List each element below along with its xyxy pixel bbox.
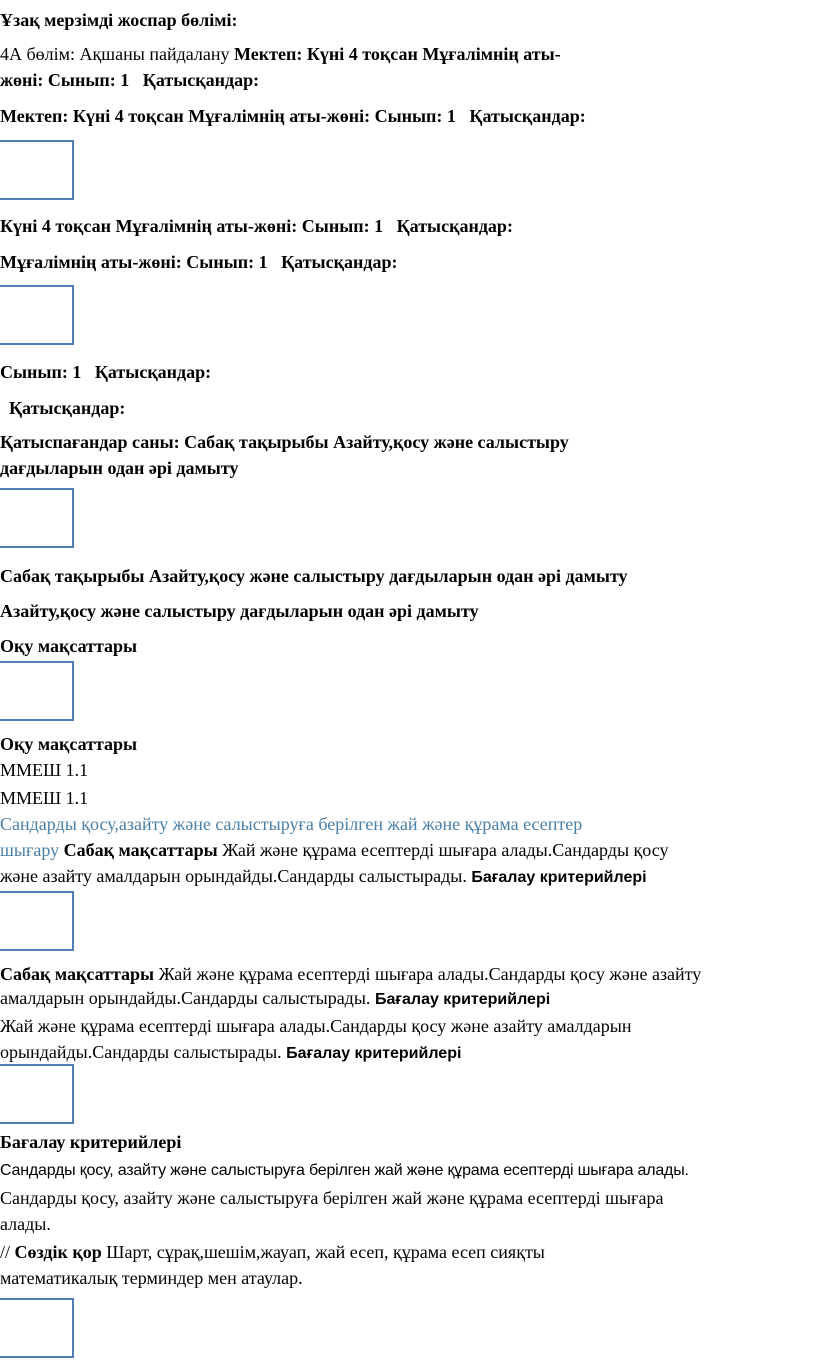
lesson-topic-label: Сабақ тақырыбы bbox=[184, 432, 329, 452]
learning-objectives-label: Оқу мақсаттары bbox=[0, 734, 138, 754]
topic-text: Азайту,қосу және салыстыру дағдыларын одан әрі дамыту bbox=[0, 601, 479, 621]
learning-objectives-line bbox=[0, 634, 816, 659]
empty-cell-box bbox=[0, 1298, 74, 1358]
lesson-objectives-label: Сабақ мақсаттары bbox=[63, 840, 218, 860]
criteria-line-3 bbox=[0, 1212, 816, 1236]
heading-text: Ұзақ мерзімді жоспар бөлімі: bbox=[0, 10, 238, 30]
class-label: Сынып: 1 bbox=[186, 252, 268, 272]
lesson-objectives-text-part2: орындайды.Сандарды салыстырады. bbox=[0, 1042, 282, 1062]
teacher-label: Мұғалімнің аты-жөні: bbox=[115, 216, 298, 236]
teacher-label: Мұғалімнің аты-жөні: bbox=[0, 252, 182, 272]
lesson-objectives-text-part1: Жай және құрама есептерді шығара алады.Сандарды қосу bbox=[222, 840, 669, 860]
lesson-objectives-line-4 bbox=[0, 1040, 816, 1066]
absent-line-1 bbox=[0, 430, 816, 455]
participants-label: Қатысқандар: bbox=[9, 398, 126, 418]
participants-line bbox=[0, 396, 816, 420]
class-label: Сынып: 1 bbox=[301, 216, 384, 236]
learning-objectives-label: Оқу мақсаттары bbox=[0, 636, 138, 656]
criteria-label: Бағалау критерийлері bbox=[0, 1132, 182, 1152]
lesson-topic-line bbox=[0, 564, 816, 589]
objective-line-2 bbox=[0, 838, 816, 863]
criteria-heading bbox=[0, 1130, 816, 1154]
lesson-objectives-text-part1: Жай және құрама есептерді шығара алады.Сандарды қосу және азайту bbox=[158, 964, 702, 984]
topic-text-part1: Азайту,қосу және салыстыру bbox=[333, 432, 569, 452]
absent-line-2 bbox=[0, 456, 816, 480]
date-line bbox=[0, 214, 816, 239]
date-label: Күні 4 тоқсан bbox=[72, 106, 184, 126]
lesson-objectives-text-part1: Жай және құрама есептерді шығара алады.Сандарды қосу және азайту амалдарын bbox=[0, 1016, 632, 1036]
topic-line bbox=[0, 599, 816, 623]
criteria-label: Бағалау критерийлері bbox=[374, 991, 551, 1008]
lesson-objectives-line-3 bbox=[0, 1014, 816, 1038]
objective-code: ММЕШ 1.1 bbox=[0, 760, 89, 780]
empty-cell-box bbox=[0, 140, 74, 200]
objective-text-part1: Сандарды қосу,азайту және салыстыруға берілген жай және құрама есептер bbox=[0, 814, 583, 834]
teacher-label: Мұғалімнің аты-жөні: bbox=[188, 106, 371, 126]
criteria-text-part1: Сандарды қосу, азайту және салыстыруға берілген жай және құрама есептерді шығара bbox=[0, 1188, 664, 1208]
objective-line-3 bbox=[0, 864, 816, 890]
topic-text-part2: дағдыларын одан әрі дамыту bbox=[0, 458, 239, 478]
empty-cell-box bbox=[0, 891, 74, 951]
teacher-label-part1: Мұғалімнің аты- bbox=[422, 44, 561, 64]
objective-line-1 bbox=[0, 812, 816, 836]
empty-cell-box bbox=[0, 661, 74, 721]
teacher-label-part2: жөні: bbox=[0, 70, 44, 90]
criteria-label: Бағалау критерийлері bbox=[286, 1045, 462, 1062]
lesson-objectives-line-2 bbox=[0, 986, 816, 1012]
criteria-line-2 bbox=[0, 1186, 816, 1210]
lesson-objectives-text-part2: және азайту амалдарын орындайды.Сандарды салыстырады. bbox=[0, 866, 467, 886]
empty-cell-box bbox=[0, 488, 74, 548]
vocab-text-part2: математикалық терминдер мен атаулар. bbox=[0, 1268, 303, 1288]
section-line-2 bbox=[0, 68, 816, 93]
participants-label: Қатысқандар: bbox=[281, 252, 398, 272]
class-line bbox=[0, 360, 816, 385]
section-line-1 bbox=[0, 42, 816, 67]
criteria-text: Сандарды қосу, азайту және салыстыруға берілген жай және құрама есептерді шығара алады. bbox=[0, 1162, 689, 1179]
double-slash: // bbox=[0, 1242, 11, 1262]
objective-text-part2: шығару bbox=[0, 840, 60, 860]
school-label: Мектеп: bbox=[234, 44, 303, 64]
criteria-label: Бағалау критерийлері bbox=[471, 869, 647, 886]
learning-objectives-heading bbox=[0, 732, 816, 756]
class-label: Сынып: 1 bbox=[0, 362, 82, 382]
date-label: Күні 4 тоқсан bbox=[306, 44, 418, 64]
code-line-2 bbox=[0, 786, 816, 810]
class-label: Сынып: 1 bbox=[47, 70, 130, 90]
absent-label: Қатыспағандар саны: bbox=[0, 432, 180, 452]
school-line bbox=[0, 104, 816, 129]
empty-cell-box bbox=[0, 1064, 74, 1124]
objective-code: ММЕШ 1.1 bbox=[0, 788, 89, 808]
vocab-text-part1: Шарт, сұрақ,шешім,жауап, жай есеп, құрама есеп сияқты bbox=[106, 1242, 545, 1262]
doc-heading bbox=[0, 8, 816, 32]
section-label: 4А бөлім: Ақшаны пайдалану bbox=[0, 44, 230, 64]
vocab-label: Сөздік қор bbox=[14, 1242, 102, 1262]
criteria-text-part2: алады. bbox=[0, 1214, 51, 1234]
participants-label: Қатысқандар: bbox=[396, 216, 513, 236]
criteria-line-1 bbox=[0, 1158, 816, 1183]
participants-label: Қатысқандар: bbox=[94, 362, 212, 382]
teacher-line bbox=[0, 250, 816, 275]
empty-cell-box bbox=[0, 285, 74, 345]
class-label: Сынып: 1 bbox=[374, 106, 456, 126]
code-line-1 bbox=[0, 758, 816, 783]
date-label: Күні 4 тоқсан bbox=[0, 216, 111, 236]
lesson-objectives-line-1 bbox=[0, 962, 816, 987]
school-label: Мектеп: bbox=[0, 106, 69, 126]
participants-label: Қатысқандар: bbox=[142, 70, 260, 90]
vocab-line-2 bbox=[0, 1266, 816, 1290]
vocab-line-1 bbox=[0, 1240, 816, 1265]
lesson-objectives-text-part2: амалдарын орындайды.Сандарды салыстырады. bbox=[0, 988, 371, 1008]
topic-text: Азайту,қосу және салыстыру дағдыларын одан әрі дамыту bbox=[148, 566, 628, 586]
lesson-topic-label: Сабақ тақырыбы bbox=[0, 566, 145, 586]
lesson-objectives-label: Сабақ мақсаттары bbox=[0, 964, 155, 984]
participants-label: Қатысқандар: bbox=[469, 106, 586, 126]
